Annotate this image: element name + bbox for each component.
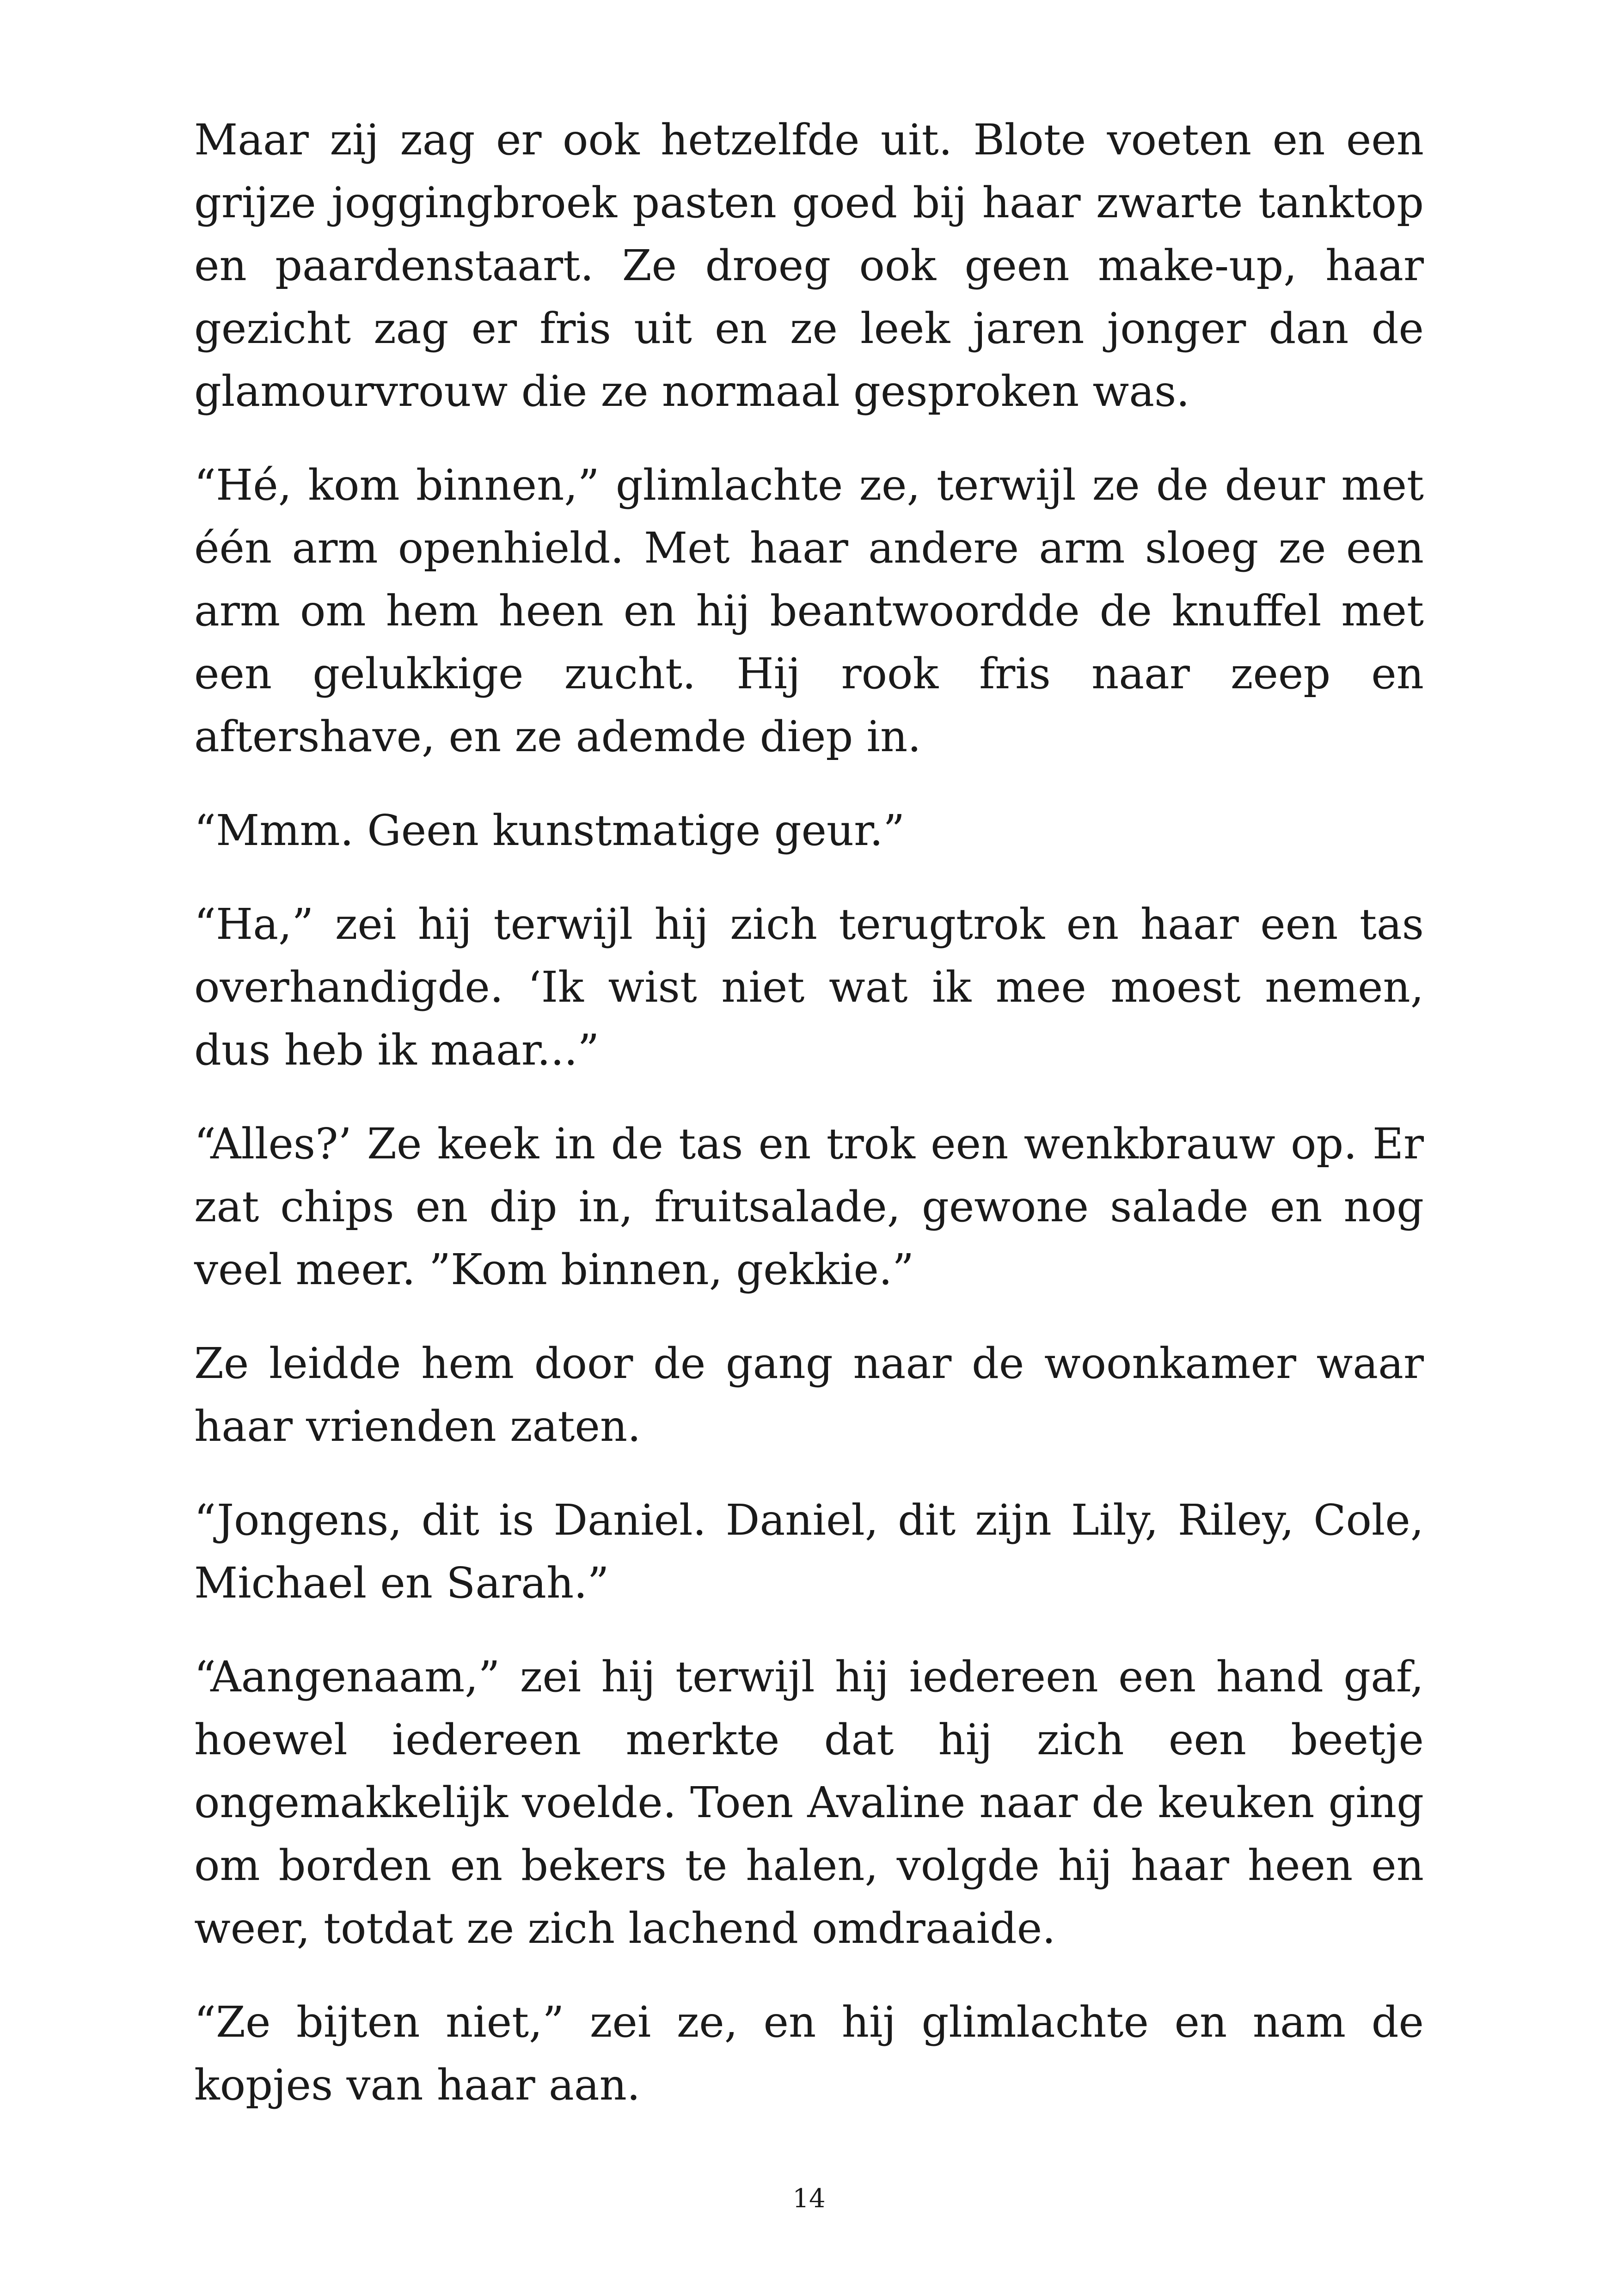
- body-text: [194, 109, 1424, 2148]
- paragraph: “Mmm. Geen kunstmatige geur.”: [194, 806, 905, 855]
- paragraph: “Ha,” zei hij terwijl hij zich terugtrok en haar een tas overhandigde. ‘Ik wist niet wat ik mee moest nemen, dus heb ik maar...”: [194, 900, 1424, 1075]
- paragraph: “Hé, kom binnen,” glimlachte ze, terwijl ze de deur met één arm openhield. Met haar andere arm sloeg ze een arm om hem heen en hij beantwoordde de knuffel met een gelukkige zucht. Hij rook fris naar zeep en aftershave, en ze ademde diep in.: [194, 460, 1424, 761]
- paragraph: Maar zij zag er ook hetzelfde uit. Blote voeten en een grijze joggingbroek pasten goed bij haar zwarte tanktop en paardenstaart. Ze droeg ook geen make-up, haar gezicht zag er fris uit en ze leek jaren jonger dan de glamourvrouw die ze normaal gesproken was.: [194, 115, 1424, 416]
- paragraph: Ze leidde hem door de gang naar de woonkamer waar haar vrienden zaten.: [194, 1339, 1424, 1451]
- paragraph: “Ze bijten niet,” zei ze, en hij glimlachte en nam de kopjes van haar aan.: [194, 1997, 1424, 2110]
- paragraph: “Aangenaam,” zei hij terwijl hij iedereen een hand gaf, hoewel iedereen merkte dat hij zich een beetje ongemakkelijk voelde. Toen Avaline naar de keuken ging om borden en bekers te halen, volgde hij haar heen en weer, totdat ze zich lachend omdraaide.: [194, 1652, 1424, 1953]
- page-number: 14: [792, 2184, 826, 2214]
- paragraph: “Jongens, dit is Daniel. Daniel, dit zijn Lily, Riley, Cole, Michael en Sarah.”: [194, 1495, 1424, 1608]
- paragraph: “Alles?’ Ze keek in de tas en trok een wenkbrauw op. Er zat chips en dip in, fruitsalade, gewone salade en nog veel meer. ”Kom binnen, gekkie.”: [194, 1119, 1424, 1294]
